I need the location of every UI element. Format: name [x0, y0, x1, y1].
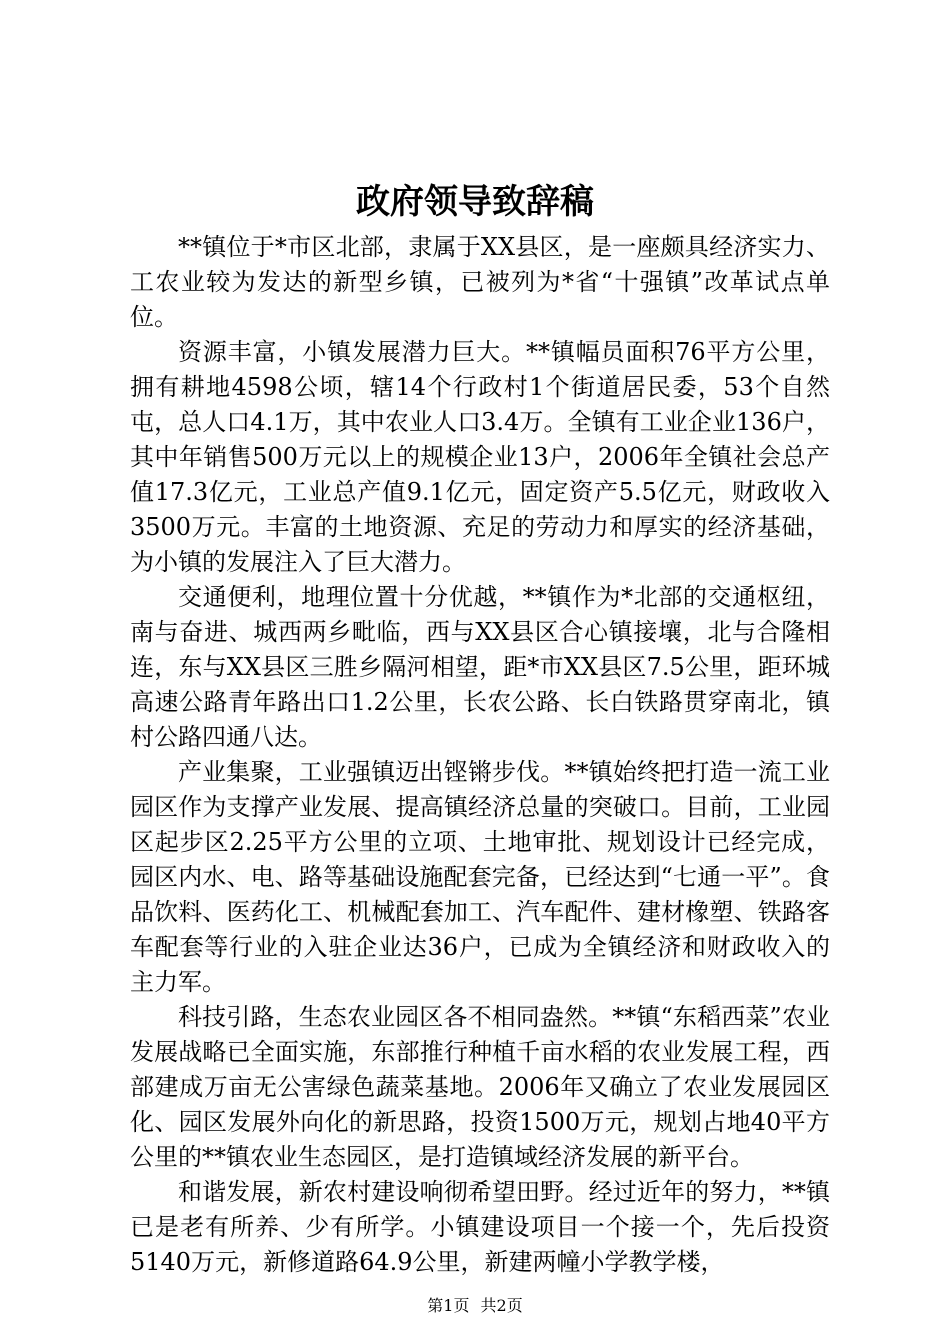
paragraph-transport: 交通便利，地理位置十分优越，**镇作为*北部的交通枢纽，南与奋进、城西两乡毗临，西与XX县区合心镇接壤，北与合隆相连，东与XX县区三胜乡隔河相望，距*市XX县区7.5公里，距环城高速公路青年路出口1.2公里，长农公路、长白铁路贯穿南北，镇村公路四通八达。	[130, 583, 830, 751]
paragraph-resources: 资源丰富，小镇发展潜力巨大。**镇幅员面积76平方公里，拥有耕地4598公顷，辖14个行政村1个街道居民委，53个自然屯，总人口4.1万，其中农业人口3.4万。全镇有工业企业136户，其中年销售500万元以上的规模企业13户，2006年全镇社会总产值17.3亿元，工业总产值9.1亿元，固定资产5.5亿元，财政收入3500万元。丰富的土地资源、充足的劳动力和厚实的经济基础，为小镇的发展注入了巨大潜力。	[130, 338, 830, 576]
page-number-total: 共2页	[480, 1296, 523, 1315]
paragraph-agriculture: 科技引路，生态农业园区各不相同盎然。**镇“东稻西菜”农业发展战略已全面实施，东部推行种植千亩水稻的农业发展工程，西部建成万亩无公害绿色蔬菜基地。2006年又确立了农业发展园区化、园区发展外向化的新思路，投资1500万元，规划占地40平方公里的**镇农业生态园区，是打造镇域经济发展的新平台。	[130, 1003, 830, 1171]
document-body	[130, 230, 830, 1280]
paragraph-industry: 产业集聚，工业强镇迈出铿锵步伐。**镇始终把打造一流工业园区作为支撑产业发展、提高镇经济总量的突破口。目前，工业园区起步区2.25平方公里的立项、土地审批、规划设计已经完成，园区内水、电、路等基础设施配套完备，已经达到“七通一平”。食品饮料、医药化工、机械配套加工、汽车配件、建材橡塑、铁路客车配套等行业的入驻企业达36户，已成为全镇经济和财政收入的主力军。	[130, 758, 830, 996]
paragraph-harmony: 和谐发展，新农村建设响彻希望田野。经过近年的努力，**镇已是老有所养、少有所学。小镇建设项目一个接一个，先后投资5140万元，新修道路64.9公里，新建两幢小学教学楼，	[130, 1178, 830, 1276]
page-number-current: 第1页	[427, 1296, 470, 1315]
document-title: 政府领导致辞稿	[356, 182, 594, 222]
paragraph-intro: **镇位于*市区北部，隶属于XX县区，是一座颇具经济实力、工农业较为发达的新型乡镇，已被列为*省“十强镇”改革试点单位。	[130, 233, 830, 331]
page-footer	[0, 1296, 950, 1316]
